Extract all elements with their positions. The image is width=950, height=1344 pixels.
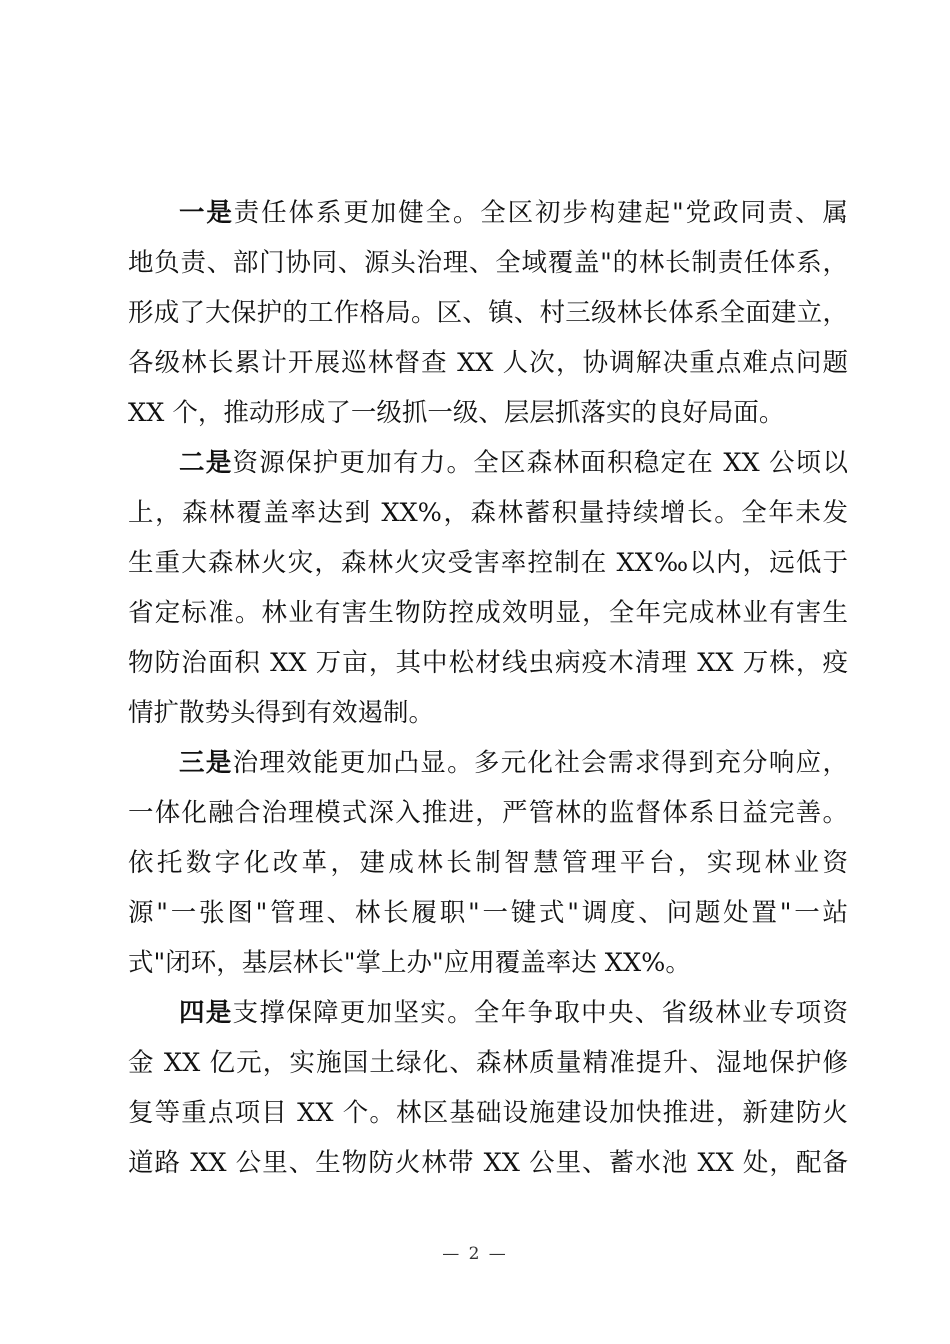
paragraph-line: XX 个，推动形成了一级抓一级、层层抓落实的良好局面。 bbox=[128, 398, 785, 428]
paragraph-line: 源"一张图"管理、林长履职"一键式"调度、问题处置"一站 bbox=[128, 898, 848, 928]
paragraph-line bbox=[128, 738, 848, 788]
paragraph-line: 地负责、部门协同、源头治理、全域覆盖"的林长制责任体系， bbox=[128, 248, 848, 278]
paragraph-1 bbox=[128, 188, 848, 438]
paragraph-line: 金 XX 亿元，实施国土绿化、森林质量精准提升、湿地保护修 bbox=[128, 1048, 848, 1078]
paragraph-text: 治理效能更加凸显。多元化社会需求得到充分响应， bbox=[232, 748, 848, 778]
document-body bbox=[128, 188, 848, 1188]
paragraph-line: 各级林长累计开展巡林督查 XX 人次，协调解决重点难点问题 bbox=[128, 348, 848, 378]
paragraph-line bbox=[128, 988, 848, 1038]
paragraph-3 bbox=[128, 738, 848, 988]
paragraph-text: 支撑保障更加坚实。全年争取中央、省级林业专项资 bbox=[232, 998, 848, 1028]
paragraph-line: 道路 XX 公里、生物防火林带 XX 公里、蓄水池 XX 处，配备 bbox=[128, 1148, 848, 1178]
paragraph-line: 物防治面积 XX 万亩，其中松材线虫病疫木清理 XX 万株，疫 bbox=[128, 648, 848, 678]
paragraph-lead: 四是 bbox=[179, 998, 233, 1028]
paragraph-4 bbox=[128, 988, 848, 1188]
paragraph-line bbox=[128, 438, 848, 488]
paragraph-line: 依托数字化改革，建成林长制智慧管理平台，实现林业资 bbox=[128, 848, 848, 878]
paragraph-line: 复等重点项目 XX 个。林区基础设施建设加快推进，新建防火 bbox=[128, 1098, 848, 1128]
page-number: — 2 — bbox=[442, 1244, 508, 1264]
paragraph-2 bbox=[128, 438, 848, 738]
paragraph-lead: 一是 bbox=[179, 198, 234, 228]
paragraph-line: 式"闭环，基层林长"掌上办"应用覆盖率达 XX%。 bbox=[128, 948, 691, 978]
paragraph-line bbox=[128, 188, 848, 238]
paragraph-line: 形成了大保护的工作格局。区、镇、村三级林长体系全面建立， bbox=[128, 298, 848, 328]
paragraph-line: 情扩散势头得到有效遏制。 bbox=[128, 698, 435, 728]
paragraph-line: 上，森林覆盖率达到 XX%，森林蓄积量持续增长。全年未发 bbox=[128, 498, 848, 528]
paragraph-line: 生重大森林火灾，森林火灾受害率控制在 XX‰以内，远低于 bbox=[128, 548, 848, 578]
paragraph-line: 省定标准。林业有害生物防控成效明显，全年完成林业有害生 bbox=[128, 598, 848, 628]
paragraph-text: 资源保护更加有力。全区森林面积稳定在 XX 公顷以 bbox=[232, 448, 848, 478]
paragraph-text: 责任体系更加健全。全区初步构建起"党政同责、属 bbox=[233, 198, 848, 228]
paragraph-lead: 三是 bbox=[179, 748, 233, 778]
paragraph-lead: 二是 bbox=[179, 448, 233, 478]
paragraph-line: 一体化融合治理模式深入推进，严管林的监督体系日益完善。 bbox=[128, 798, 848, 828]
